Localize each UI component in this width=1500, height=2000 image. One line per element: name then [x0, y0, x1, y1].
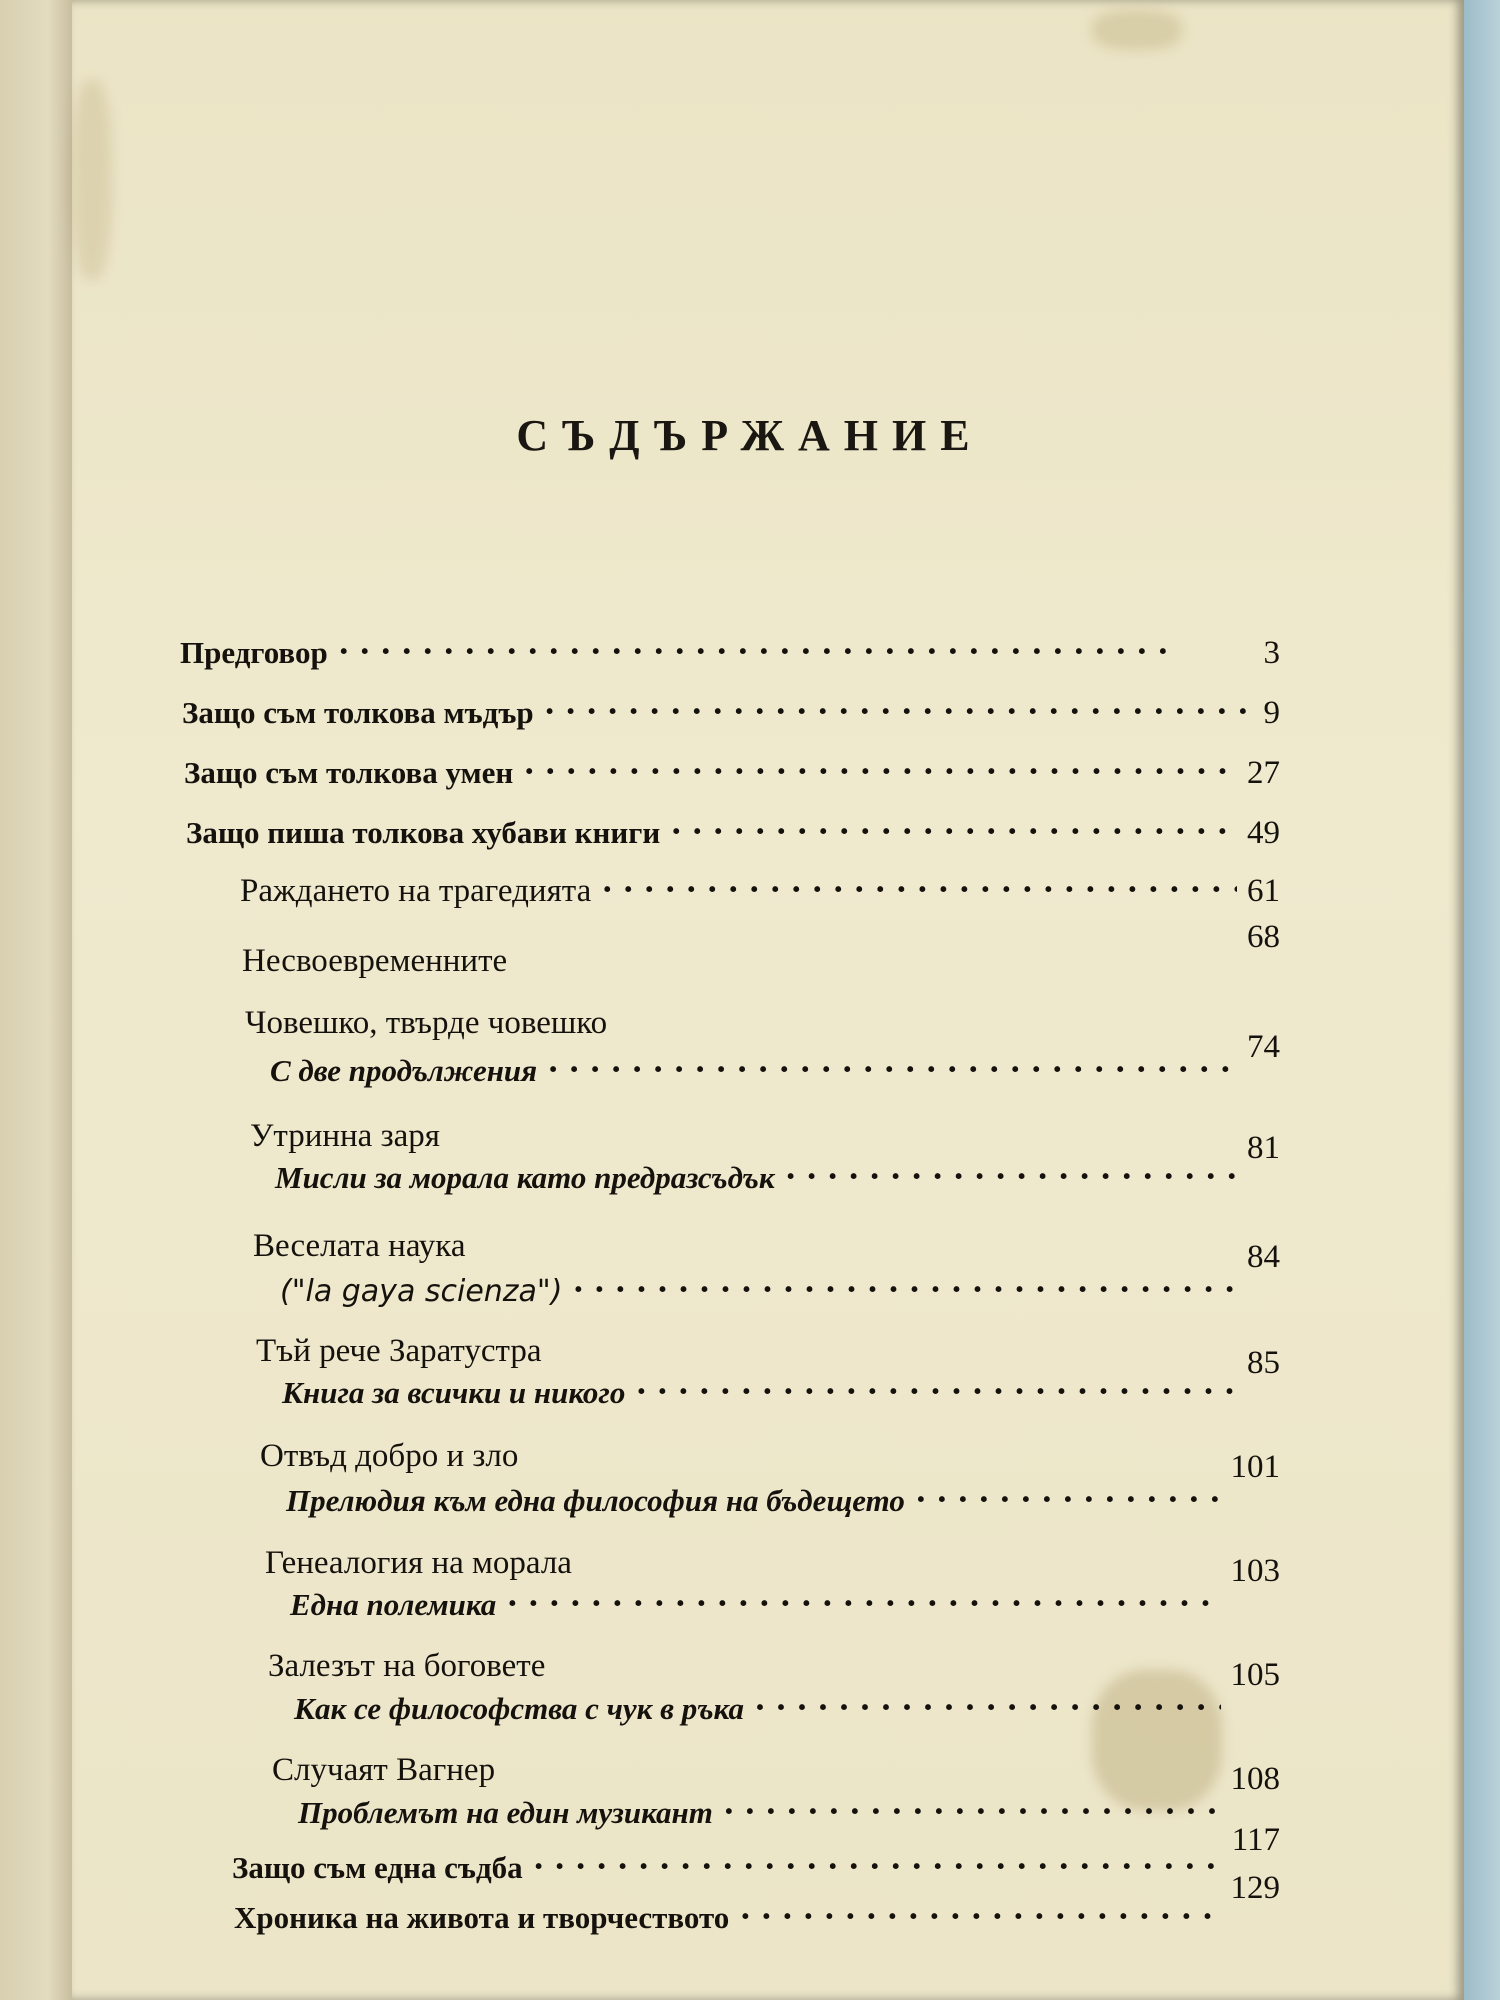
- toc-page-number: 105: [1230, 1657, 1280, 1693]
- leader-dots: [739, 1895, 1220, 1937]
- toc-entry-label: Защо пиша толкова хубави книги: [186, 815, 661, 850]
- toc-page-number: 3: [1263, 635, 1280, 671]
- toc-entry-label: Залезът на боговете: [268, 1648, 546, 1684]
- toc-page-number: 84: [1247, 1239, 1280, 1275]
- toc-entry-subtitle: Мисли за морала като предразсъдък: [275, 1160, 775, 1195]
- leader-dots: [547, 1048, 1237, 1090]
- toc-page-number: 101: [1230, 1449, 1280, 1485]
- leader-dots: [915, 1478, 1221, 1520]
- toc-entry: [180, 630, 1280, 672]
- toc-entry-label: Утринна заря: [250, 1118, 440, 1154]
- toc-entry-label: Тъй рече Заратустра: [256, 1333, 542, 1369]
- toc-page-number: 85: [1247, 1345, 1280, 1381]
- toc-entry-label: Отвъд добро и зло: [260, 1438, 519, 1474]
- toc-entry-subtitle: Как се философства с чук в ръка: [294, 1691, 744, 1726]
- toc-page-number: 108: [1230, 1761, 1280, 1797]
- toc-entry-label: Човешко, твърде човешко: [245, 1005, 608, 1041]
- toc-entry-label: Случаят Вагнер: [272, 1752, 496, 1788]
- page-title: СЪДЪРЖАНИЕ: [516, 411, 984, 460]
- toc-page-number: 9: [1263, 695, 1280, 731]
- toc-entry-label: Защо съм толкова мъдър: [182, 695, 534, 730]
- toc-entry-label: Генеалогия на морала: [265, 1545, 572, 1581]
- leader-dots: [670, 810, 1237, 852]
- toc-page-number: 61: [1247, 873, 1280, 909]
- toc-page-number: 49: [1247, 815, 1280, 851]
- leader-dots: [544, 690, 1254, 732]
- leader-dots: [523, 750, 1237, 792]
- leader-dots: [338, 630, 1254, 672]
- toc-page-number: 117: [1231, 1822, 1280, 1858]
- toc-entry: [242, 919, 1280, 980]
- leader-dots: [723, 1790, 1221, 1832]
- toc-entry: [270, 1029, 1280, 1090]
- toc-entry: [240, 868, 1280, 910]
- toc-entry: [186, 810, 1280, 852]
- toc-entry-subtitle: Книга за всички и никого: [282, 1375, 626, 1410]
- toc-entry-label: Хроника на живота и творчеството: [234, 1900, 730, 1935]
- toc-page-number: 129: [1230, 1870, 1280, 1906]
- toc-entry: [184, 750, 1280, 792]
- toc-page-number: 68: [1247, 919, 1280, 955]
- toc-entry-subtitle: Проблемът на един музикант: [298, 1795, 713, 1830]
- toc-page-number: 103: [1230, 1553, 1280, 1589]
- toc-entry-label: Веселата наука: [253, 1228, 466, 1264]
- toc-entry: [232, 1822, 1280, 1887]
- leader-dots: [785, 1155, 1237, 1197]
- leader-dots: [572, 1268, 1237, 1310]
- toc-page-number: 27: [1247, 755, 1280, 791]
- toc-entry-label: Предговор: [180, 635, 328, 670]
- toc-entry-label: Раждането на трагедията: [240, 873, 592, 909]
- toc-entry-label: Защо съм една съдба: [232, 1850, 523, 1885]
- toc-page-number: 74: [1247, 1029, 1280, 1065]
- toc-entry-subtitle: Прелюдия към една философия на бъдещето: [286, 1483, 905, 1518]
- toc-page-number: 81: [1247, 1130, 1280, 1166]
- leader-dots: [533, 1845, 1222, 1887]
- leader-dots: [754, 1686, 1221, 1728]
- toc-entry: [234, 1870, 1280, 1937]
- leader-dots: [506, 1582, 1220, 1624]
- toc-entry-subtitle: ("la gaya scienza"): [280, 1274, 563, 1309]
- toc-entry-label: Защо съм толкова умен: [184, 755, 514, 790]
- toc-entry-label: Несвоевременните: [242, 943, 508, 979]
- toc-entry: [182, 690, 1280, 732]
- toc-entry-subtitle: С две продължения: [270, 1053, 538, 1088]
- leader-dots: [601, 868, 1237, 910]
- leader-dots: [635, 1370, 1237, 1412]
- toc-entry-subtitle: Една полемика: [290, 1587, 497, 1622]
